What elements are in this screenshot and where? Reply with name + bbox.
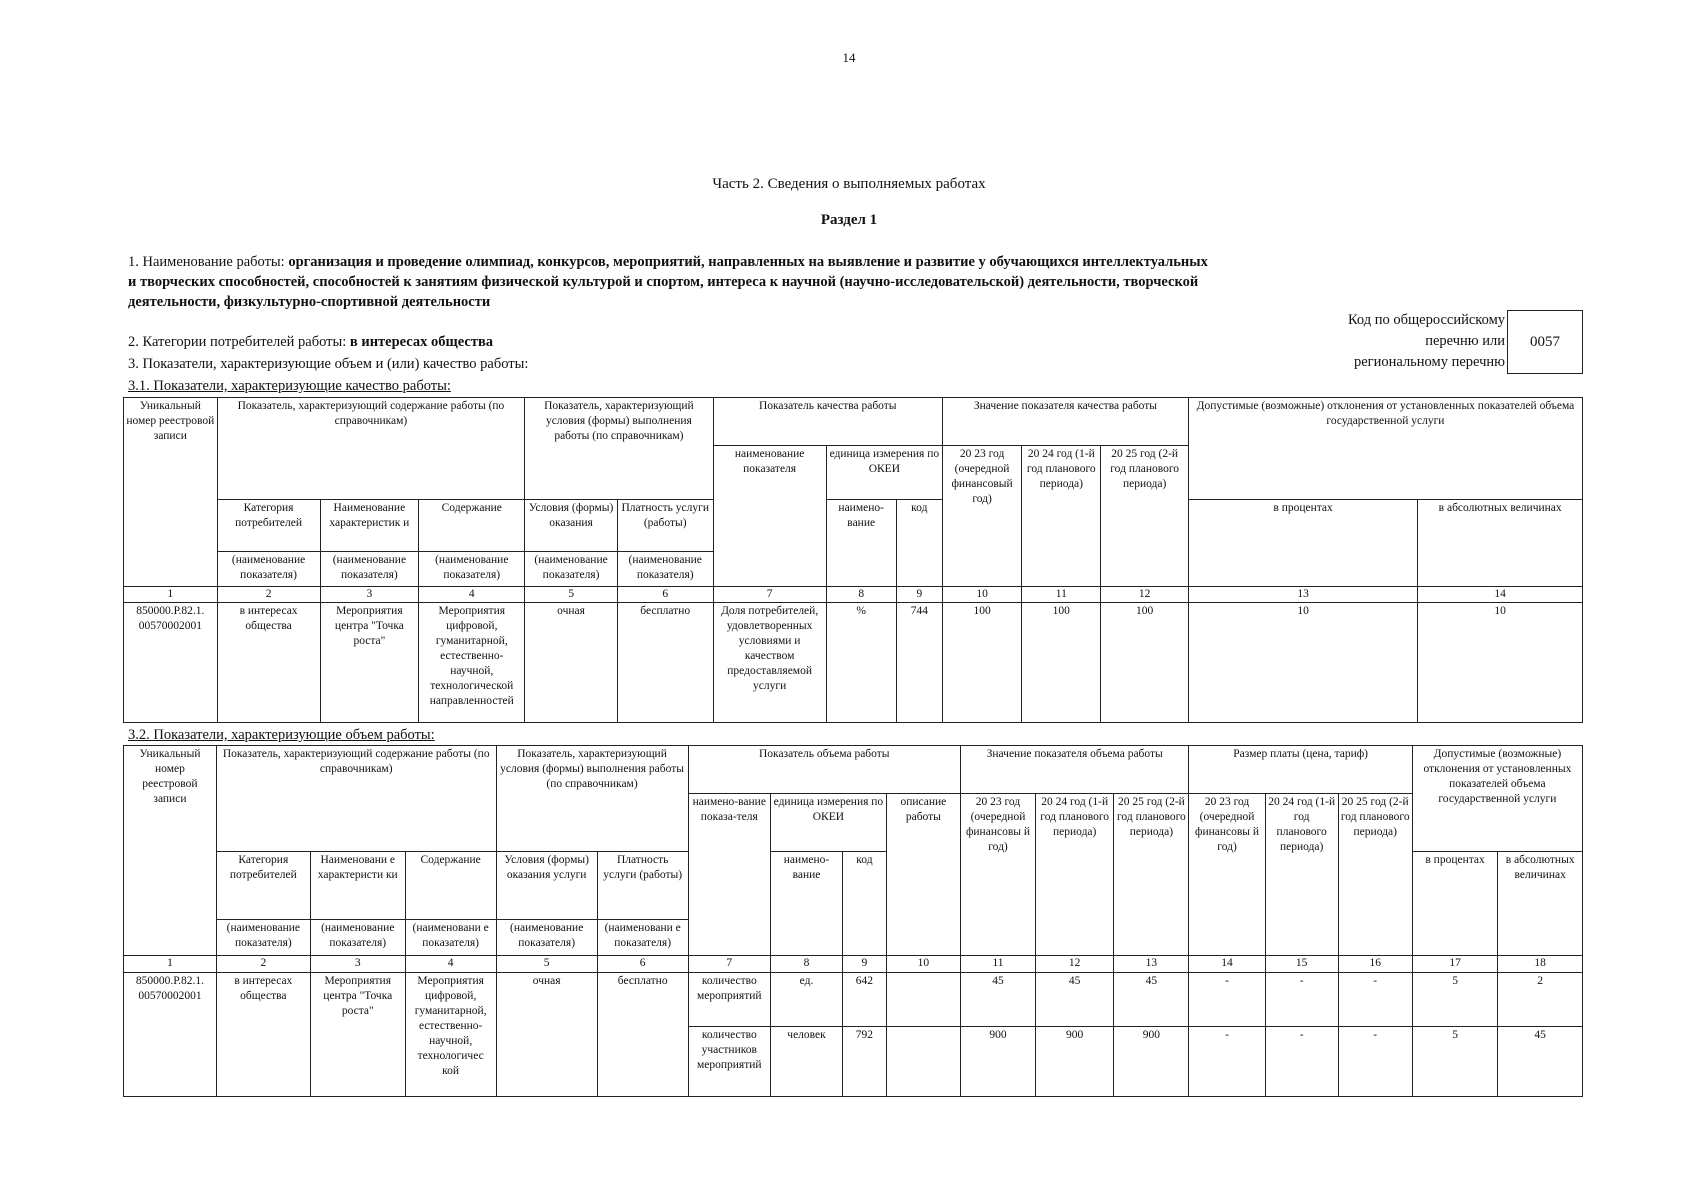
cell-year-2024: 45	[1036, 972, 1114, 1026]
col-indicator-name-header: наимено-вание показа-теля	[688, 793, 770, 955]
quality-section-title: 3.1. Показатели, характеризующие качество работы:	[128, 378, 451, 394]
column-number: 15	[1265, 955, 1338, 972]
cell-characteristic: Мероприятия центра "Точка роста"	[320, 602, 419, 722]
col-percent-header: в процентах	[1412, 851, 1498, 955]
column-number: 11	[960, 955, 1035, 972]
col-fee-header: Размер платы (цена, тариф)	[1189, 746, 1412, 794]
column-number: 3	[310, 955, 405, 972]
col-category-header: Категория потребителей	[216, 851, 310, 919]
cell-description	[886, 972, 960, 1026]
column-number: 5	[525, 586, 618, 602]
cell-fee-2024: -	[1265, 1026, 1338, 1096]
col-year-2024-header: 20 24 год (1-й год планового периода)	[1022, 445, 1101, 586]
content-spacer	[216, 793, 496, 851]
column-number: 3	[320, 586, 419, 602]
col-quality-header: Показатель качества работы	[713, 398, 942, 446]
col-volume-value-header: Значение показателя объема работы	[960, 746, 1189, 794]
column-number: 9	[843, 955, 887, 972]
col-characteristic-header: Наименовани е характеристи ки	[310, 851, 405, 919]
cell-deviation-percent: 5	[1412, 1026, 1498, 1096]
column-number: 13	[1114, 955, 1189, 972]
column-number: 6	[597, 955, 688, 972]
column-number: 2	[217, 586, 320, 602]
cell-year-2025: 45	[1114, 972, 1189, 1026]
cell-fee-2024: -	[1265, 972, 1338, 1026]
column-number: 6	[617, 586, 713, 602]
conditions-spacer	[496, 793, 688, 851]
cell-category: в интересах общества	[217, 602, 320, 722]
col-category-header: Категория потребителей	[217, 499, 320, 551]
indicators-title: 3. Показатели, характеризующие объем и (или) качество работы:	[128, 356, 529, 372]
cell-condition-form: очная	[496, 972, 597, 1096]
column-number: 9	[896, 586, 942, 602]
cell-deviation-absolute: 45	[1498, 1026, 1583, 1096]
indicator-name-caption: (наименовани е показателя)	[405, 919, 496, 955]
cell-condition-form: очная	[525, 602, 618, 722]
col-condition-form-header: Условия (формы) оказания услуги	[496, 851, 597, 919]
cell-unit-name: ед.	[771, 972, 843, 1026]
col-quality-value-header: Значение показателя качества работы	[942, 398, 1188, 446]
cell-indicator-name: количество участников мероприятий	[688, 1026, 770, 1096]
col-unit-code-header: код	[843, 851, 887, 955]
cell-characteristic: Мероприятия центра "Точка роста"	[310, 972, 405, 1096]
cell-year-2024: 900	[1036, 1026, 1114, 1096]
registry-code-label-line2: перечню или	[1425, 333, 1505, 349]
column-number: 14	[1418, 586, 1583, 602]
col-content-header: Показатель, характеризующий содержание работы (по справочникам)	[216, 746, 496, 794]
col-percent-header: в процентах	[1188, 499, 1417, 586]
registry-code-label	[1318, 310, 1505, 373]
column-number: 1	[124, 955, 217, 972]
indicator-name-caption: (наименование показателя)	[310, 919, 405, 955]
column-number: 13	[1188, 586, 1417, 602]
registry-code-box	[1318, 310, 1582, 374]
indicator-name-caption: (наименовани е показателя)	[597, 919, 688, 955]
col-content-sub-header: Содержание	[419, 499, 525, 551]
cell-unique-number: 850000.Р.82.1. 00570002001	[124, 972, 217, 1096]
col-year-2023-header: 20 23 год (очередной финансовый год)	[942, 445, 1021, 586]
indicator-name-caption: (наименование показателя)	[217, 551, 320, 586]
col-year-2023-header: 20 23 год (очередной финансовы й год)	[960, 793, 1035, 955]
col-unit-header: единица измерения по ОКЕИ	[771, 793, 887, 851]
work-name	[128, 252, 1218, 312]
consumer-category	[128, 334, 493, 351]
column-number: 10	[942, 586, 1021, 602]
cell-unit-code: 642	[843, 972, 887, 1026]
indicator-name-caption: (наименование показателя)	[320, 551, 419, 586]
col-unique-number-header: Уникальный номер реестровой записи	[124, 746, 217, 956]
col-paid-header: Платность услуги (работы)	[617, 499, 713, 551]
col-fee-2024-header: 20 24 год (1-й год планового периода)	[1265, 793, 1338, 955]
table-row	[124, 602, 1583, 722]
col-description-header: описание работы	[886, 793, 960, 955]
column-number: 1	[124, 586, 218, 602]
column-number: 18	[1498, 955, 1583, 972]
col-absolute-header: в абсолютных величинах	[1498, 851, 1583, 955]
cell-year-2023: 45	[960, 972, 1035, 1026]
col-volume-header: Показатель объема работы	[688, 746, 960, 794]
cell-unit-name: %	[826, 602, 896, 722]
consumer-category-label: 2. Категории потребителей работы:	[128, 334, 350, 350]
cell-fee-2023: -	[1189, 1026, 1265, 1096]
col-unique-number-header: Уникальный номер реестровой записи	[124, 398, 218, 587]
cell-indicator-name: количество мероприятий	[688, 972, 770, 1026]
column-number: 12	[1036, 955, 1114, 972]
col-indicator-name-header: наименование показателя	[713, 445, 826, 586]
col-content-sub-header: Содержание	[405, 851, 496, 919]
cell-unit-name: человек	[771, 1026, 843, 1096]
volume-section-title: 3.2. Показатели, характеризующие объем работы:	[128, 727, 435, 743]
col-unit-code-header: код	[896, 499, 942, 586]
column-number: 12	[1101, 586, 1188, 602]
column-number: 16	[1338, 955, 1412, 972]
cell-indicator-name: Доля потребителей, удовлетворенных условиями и качеством предоставляемой услуги	[713, 602, 826, 722]
column-number: 7	[688, 955, 770, 972]
column-number: 11	[1022, 586, 1101, 602]
column-number: 4	[419, 586, 525, 602]
table-row	[124, 972, 1583, 1026]
col-year-2025-header: 20 25 год (2-й год планового периода)	[1114, 793, 1189, 955]
work-name-label: 1. Наименование работы:	[128, 254, 289, 270]
col-condition-form-header: Условия (формы) оказания	[525, 499, 618, 551]
col-conditions-header: Показатель, характеризующий условия (формы) выполнения работы (по справочникам)	[525, 398, 713, 446]
col-deviation-header: Допустимые (возможные) отклонения от установленных показателей объема государственной услуги	[1412, 746, 1582, 852]
cell-year-2025: 900	[1114, 1026, 1189, 1096]
column-number: 10	[886, 955, 960, 972]
page-number: 14	[842, 50, 856, 65]
section-title: Раздел 1	[820, 212, 878, 228]
column-number: 8	[771, 955, 843, 972]
indicator-name-caption: (наименование показателя)	[525, 551, 618, 586]
consumer-category-value: в интересах общества	[349, 334, 494, 350]
content-spacer	[217, 445, 525, 499]
cell-fee-2023: -	[1189, 972, 1265, 1026]
col-deviation-header: Допустимые (возможные) отклонения от установленных показателей объема государственной услуги	[1188, 398, 1582, 500]
cell-year-2023: 100	[942, 602, 1021, 722]
cell-fee-2025: -	[1338, 972, 1412, 1026]
column-number: 14	[1189, 955, 1265, 972]
work-name-value: организация и проведение олимпиад, конкурсов, мероприятий, направленных на выявление и развитие у обучающихся интеллектуальных и творческих способностей, способностей к занятиям физической культурой и спортом, интереса к научной (научно-исследовательской) деятельности, творческой деятельности, физкультурно-спортивной деятельности	[128, 254, 1208, 310]
col-fee-2025-header: 20 25 год (2-й год планового периода)	[1338, 793, 1412, 955]
cell-deviation-percent: 5	[1412, 972, 1498, 1026]
cell-deviation-absolute: 10	[1418, 602, 1583, 722]
cell-content: Мероприятия цифровой, гуманитарной, естественно-научной, технологической направленностей	[419, 602, 525, 722]
col-paid-header: Платность услуги (работы)	[597, 851, 688, 919]
cell-deviation-percent: 10	[1188, 602, 1417, 722]
cell-paid: бесплатно	[617, 602, 713, 722]
column-number: 7	[713, 586, 826, 602]
cell-category: в интересах общества	[216, 972, 310, 1096]
registry-code-value: 0057	[1507, 310, 1583, 374]
volume-table	[123, 745, 1583, 1097]
col-content-header: Показатель, характеризующий содержание работы (по справочникам)	[217, 398, 525, 446]
col-year-2025-header: 20 25 год (2-й год планового периода)	[1101, 445, 1188, 586]
col-year-2024-header: 20 24 год (1-й год планового периода)	[1036, 793, 1114, 955]
cell-unique-number: 850000.Р.82.1. 00570002001	[124, 602, 218, 722]
col-unit-header: единица измерения по ОКЕИ	[826, 445, 942, 499]
indicator-name-caption: (наименование показателя)	[496, 919, 597, 955]
conditions-spacer	[525, 445, 713, 499]
column-number: 5	[496, 955, 597, 972]
col-characteristic-header: Наименование характеристик и	[320, 499, 419, 551]
column-number: 4	[405, 955, 496, 972]
cell-deviation-absolute: 2	[1498, 972, 1583, 1026]
column-number: 17	[1412, 955, 1498, 972]
col-conditions-header: Показатель, характеризующий условия (формы) выполнения работы (по справочникам)	[496, 746, 688, 794]
indicator-name-caption: (наименование показателя)	[617, 551, 713, 586]
col-unit-name-header: наимено-вание	[771, 851, 843, 955]
cell-unit-code: 744	[896, 602, 942, 722]
part-title: Часть 2. Сведения о выполняемых работах	[712, 176, 986, 192]
cell-year-2023: 900	[960, 1026, 1035, 1096]
cell-content: Мероприятия цифровой, гуманитарной, естественно-научной, технологичес кой	[405, 972, 496, 1096]
registry-code-label-line3: региональному перечню	[1353, 354, 1505, 370]
column-number: 2	[216, 955, 310, 972]
col-fee-2023-header: 20 23 год (очередной финансовы й год)	[1189, 793, 1265, 955]
col-unit-name-header: наимено-вание	[826, 499, 896, 586]
cell-description	[886, 1026, 960, 1096]
indicator-name-caption: (наименование показателя)	[419, 551, 525, 586]
column-number: 8	[826, 586, 896, 602]
cell-unit-code: 792	[843, 1026, 887, 1096]
cell-year-2025: 100	[1101, 602, 1188, 722]
cell-paid: бесплатно	[597, 972, 688, 1096]
cell-year-2024: 100	[1022, 602, 1101, 722]
col-absolute-header: в абсолютных величинах	[1418, 499, 1583, 586]
registry-code-label-line1: Код по общероссийскому	[1347, 312, 1505, 328]
cell-fee-2025: -	[1338, 1026, 1412, 1096]
quality-table	[123, 397, 1583, 723]
indicator-name-caption: (наименование показателя)	[216, 919, 310, 955]
